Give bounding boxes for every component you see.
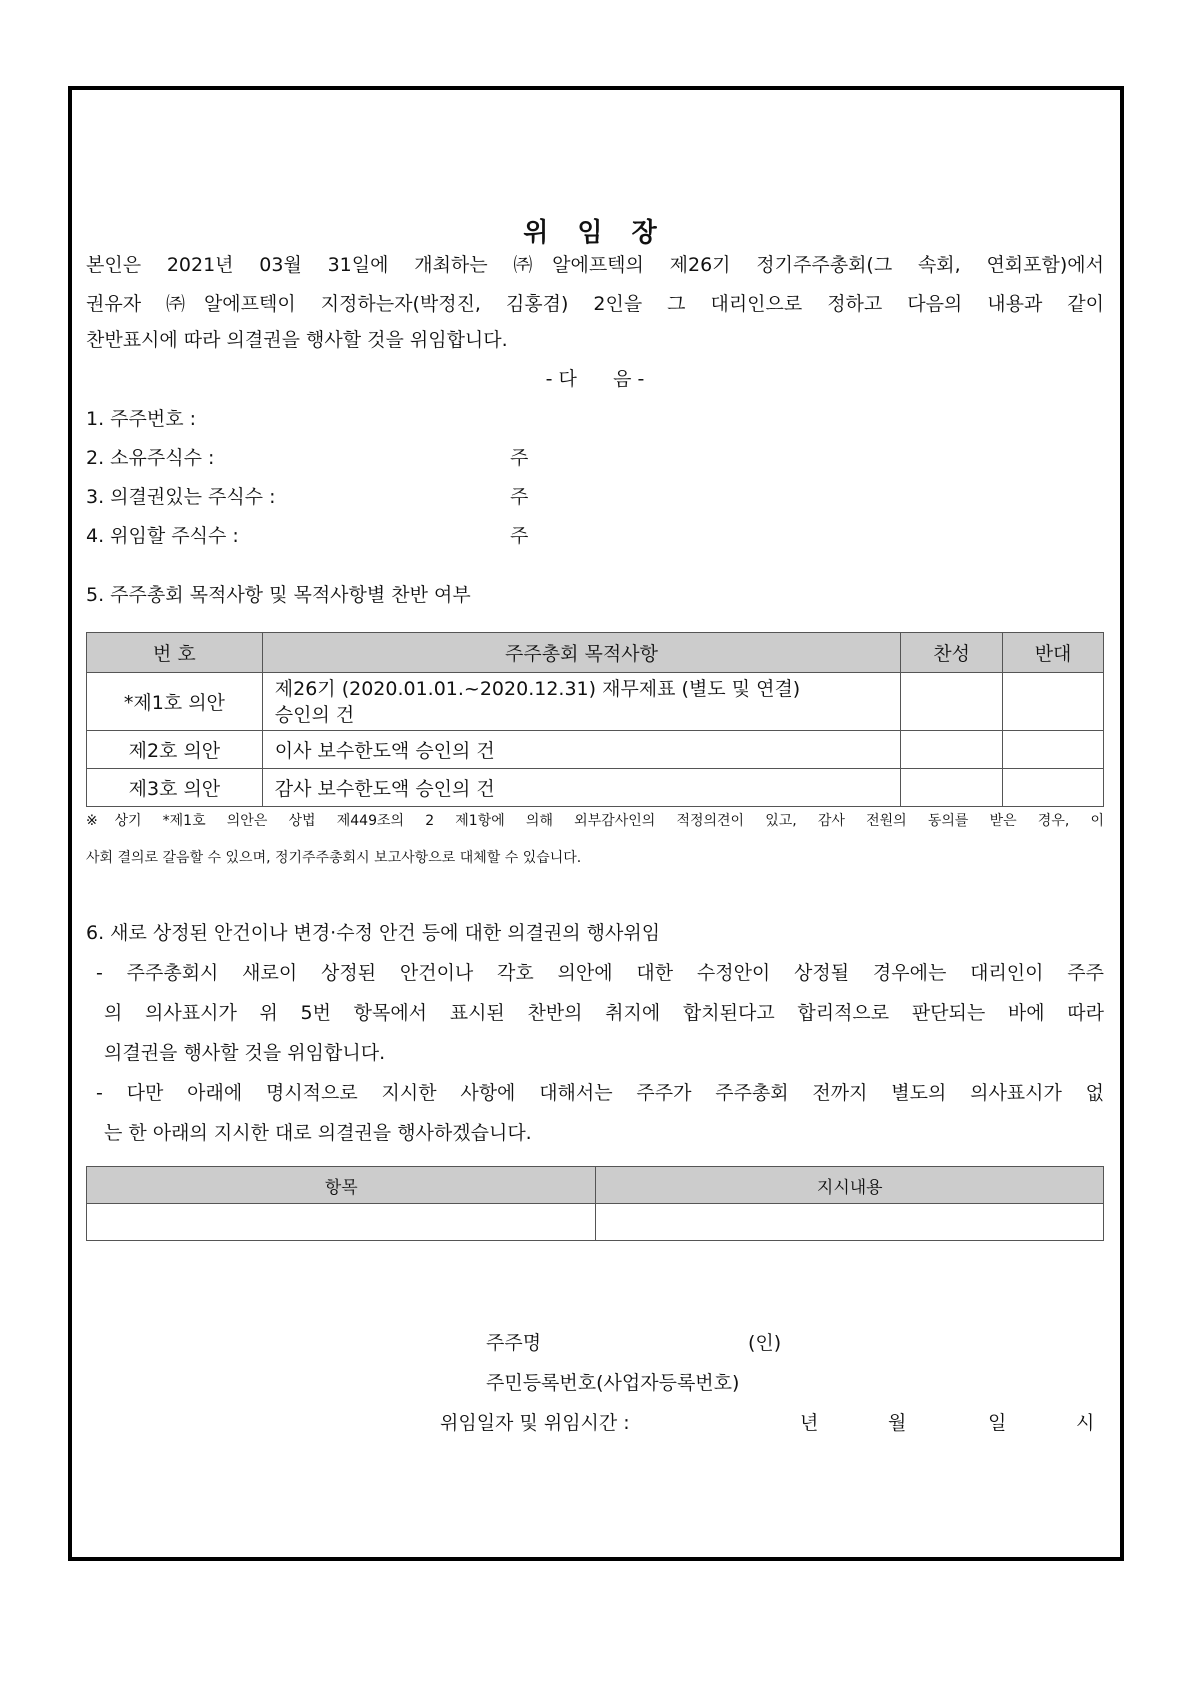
unit-owned-shares: 주	[510, 447, 529, 469]
item-delegated-shares: 4. 위임할 주식수 :	[86, 525, 239, 547]
shareholder-name-label: 주주명	[486, 1332, 542, 1354]
section6-p1-line-3: 의결권을 행사할 것을 위임합니다.	[104, 1042, 386, 1064]
intro-line-2: 권유자 ㈜알에프텍이 지정하는자(박정진, 김홍겸) 2인을 그 대리인으로 정하고 다음의 내용과 같이	[86, 293, 1104, 315]
agenda-subject: 감사 보수한도액 승인의 건	[262, 769, 900, 807]
month-label: 월	[888, 1412, 907, 1434]
agenda-subject-line: 제26기 (2020.01.01.~2020.12.31) 재무제표 (별도 및 연결)	[274, 677, 801, 700]
unit-delegated-shares: 주	[510, 525, 529, 547]
vote-against-cell[interactable]	[1003, 769, 1104, 807]
agenda-subject-line: 승인의 건	[274, 703, 355, 726]
vote-for-cell[interactable]	[901, 673, 1003, 731]
intro-line-3: 찬반표시에 따라 의결권을 행사할 것을 위임합니다.	[86, 329, 508, 351]
year-label: 년	[800, 1412, 819, 1434]
section6-p1-line-2: 의 의사표시가 위 5번 항목에서 표시된 찬반의 취지에 합치된다고 합리적으로 판단되는 바에 따라	[104, 1002, 1104, 1024]
instruction-item-cell[interactable]	[87, 1204, 596, 1241]
section6-heading: 6. 새로 상정된 안건이나 변경·수정 안건 등에 대한 의결권의 행사위임	[86, 922, 661, 944]
section6-p1-line-1: - 주주총회시 새로이 상정된 안건이나 각호 의안에 대한 수정안이 상정될 경우에는 대리인이 주주	[96, 962, 1104, 984]
seal-mark: (인)	[748, 1332, 782, 1354]
unit-voting-shares: 주	[510, 486, 529, 508]
vote-against-cell[interactable]	[1003, 731, 1104, 769]
header-item: 항목	[87, 1167, 596, 1204]
item-voting-shares: 3. 의결권있는 주식수 :	[86, 486, 276, 508]
table-row	[87, 769, 1104, 807]
hour-label: 시	[1076, 1412, 1095, 1434]
agenda-subject: 이사 보수한도액 승인의 건	[262, 731, 900, 769]
delegation-datetime-label: 위임일자 및 위임시간 :	[440, 1412, 630, 1434]
section6-p2-line-1: - 다만 아래에 명시적으로 지시한 사항에 대해서는 주주가 주주총회 전까지 별도의 의사표시가 없	[96, 1082, 1104, 1104]
table-row	[87, 731, 1104, 769]
agenda-table-header	[87, 633, 1104, 673]
note-line-1: ※상기 *제1호 의안은 상법 제449조의 2 제1항에 의해 외부감사인의 적정의견이 있고, 감사 전원의 동의를 받은 경우, 이	[86, 813, 1104, 829]
table-row	[87, 673, 1104, 731]
day-label: 일	[988, 1412, 1007, 1434]
registration-number-label: 주민등록번호(사업자등록번호)	[486, 1372, 740, 1394]
item-agenda-heading: 5. 주주총회 목적사항 및 목적사항별 찬반 여부	[86, 584, 471, 606]
section-heading-next: - 다 음 -	[545, 368, 645, 390]
vote-for-cell[interactable]	[901, 769, 1003, 807]
document-title: 위 임 장	[523, 218, 667, 248]
intro-line-1: 본인은 2021년 03월 31일에 개최하는 ㈜알에프텍의 제26기 정기주주총회(그 속회, 연회포함)에서	[86, 254, 1104, 276]
item-owned-shares: 2. 소유주식수 :	[86, 447, 215, 469]
table-row	[87, 1204, 1104, 1241]
agenda-number: 제3호 의안	[87, 769, 263, 807]
instruction-content-cell[interactable]	[596, 1204, 1104, 1241]
vote-against-cell[interactable]	[1003, 673, 1104, 731]
header-for: 찬성	[901, 633, 1003, 673]
instruction-table-header	[87, 1167, 1104, 1204]
agenda-number: *제1호 의안	[87, 673, 263, 731]
agenda-subject	[262, 673, 900, 731]
item-shareholder-number: 1. 주주번호 :	[86, 408, 197, 430]
agenda-table	[86, 632, 1104, 807]
instruction-table	[86, 1166, 1104, 1241]
header-subject: 주주총회 목적사항	[262, 633, 900, 673]
note-line-2: 사회 결의로 갈음할 수 있으며, 정기주주총회시 보고사항으로 대체할 수 있습니다.	[86, 850, 582, 866]
header-instruction: 지시내용	[596, 1167, 1104, 1204]
header-against: 반대	[1003, 633, 1104, 673]
section6-p2-line-2: 는 한 아래의 지시한 대로 의결권을 행사하겠습니다.	[104, 1122, 532, 1144]
agenda-number: 제2호 의안	[87, 731, 263, 769]
header-number: 번 호	[87, 633, 263, 673]
vote-for-cell[interactable]	[901, 731, 1003, 769]
